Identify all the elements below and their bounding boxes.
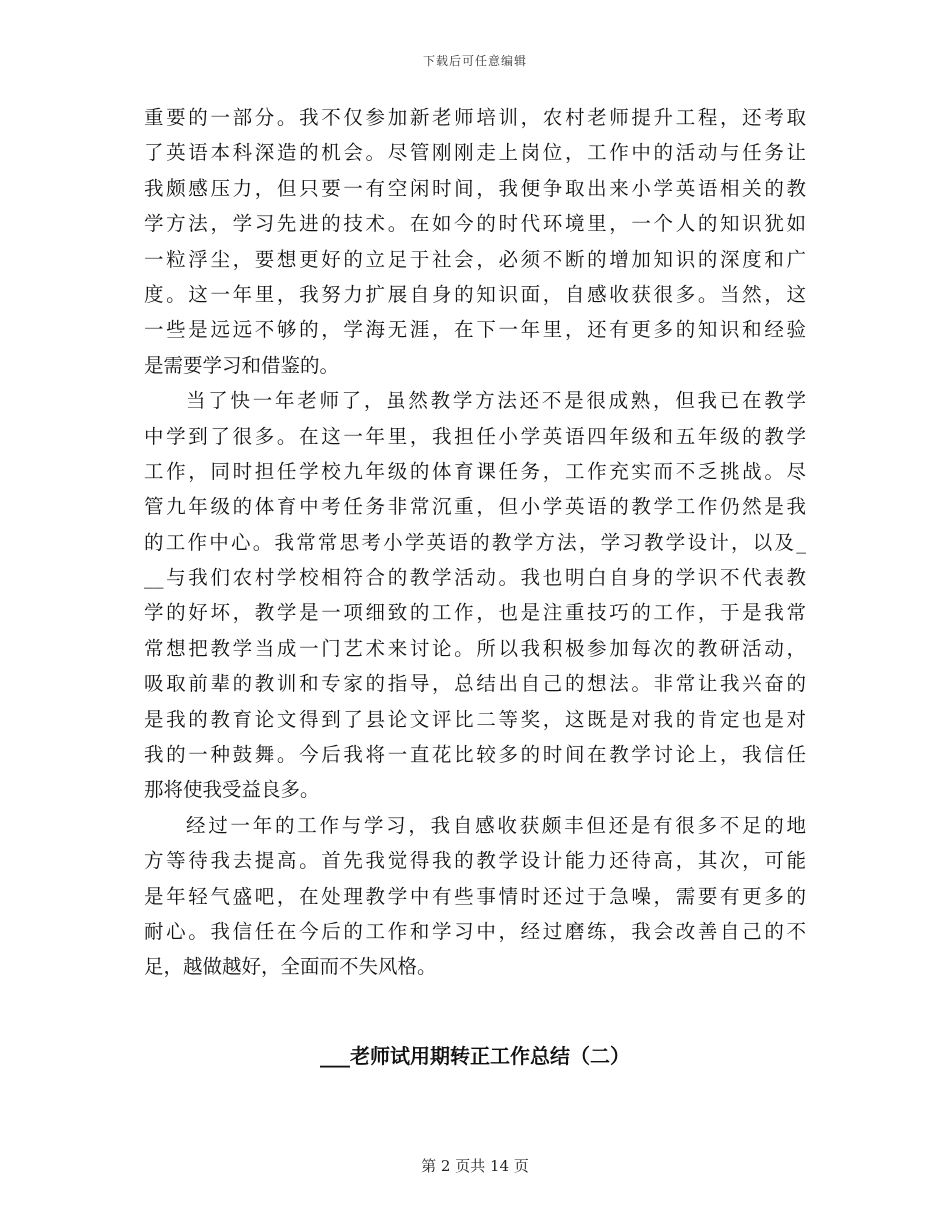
- paragraph-line: 经过一年的工作与学习，我自感收获颇丰但还是有很多不足的地: [186, 813, 806, 837]
- paragraph-line: 足，越做越好，全面而不失风格。: [144, 955, 437, 979]
- paragraph-3: [144, 808, 806, 985]
- paragraph-line: 是需要学习和借鉴的。: [144, 353, 340, 377]
- page-number-footer: 第 2 页共 14 页: [421, 1157, 529, 1175]
- paragraph-line: 学方法，学习先进的技术。在如今的时代环境里，一个人的知识犹如: [144, 212, 806, 236]
- document-body: [144, 100, 806, 985]
- paragraph-line: 重要的一部分。我不仅参加新老师培训，农村老师提升工程，还考取: [144, 106, 806, 129]
- paragraph-line: 了英语本科深造的机会。尽管刚刚走上岗位，工作中的活动与任务让: [144, 141, 806, 165]
- paragraph-line: 管九年级的体育中考任务非常沉重，但小学英语的教学工作仍然是我: [144, 495, 806, 519]
- page-header-note: 下载后可任意编辑: [422, 54, 527, 68]
- paragraph-line: 一粒浮尘，要想更好的立足于社会，必须不断的增加知识的深度和广: [144, 247, 806, 271]
- paragraph-line: 是我的教育论文得到了县论文评比二等奖，这既是对我的肯定也是对: [144, 707, 806, 731]
- paragraph-line: 一些是远远不够的，学海无涯，在下一年里，还有更多的知识和经验: [144, 318, 806, 342]
- paragraph-line: 学的好坏，教学是一项细致的工作，也是注重技巧的工作，于是我常: [144, 601, 806, 625]
- paragraph-line: 度。这一年里，我努力扩展自身的知识面，自感收获很多。当然，这: [144, 282, 806, 306]
- paragraph-line: 中学到了很多。在这一年里，我担任小学英语四年级和五年级的教学: [144, 424, 806, 448]
- paragraph-line: __与我们农村学校相符合的教学活动。我也明白自身的学识不代表教: [144, 566, 806, 590]
- paragraph-1: [144, 100, 806, 383]
- paragraph-line: 我颇感压力，但只要一有空闲时间，我便争取出来小学英语相关的教: [144, 176, 806, 200]
- paragraph-line: 那将使我受益良多。: [144, 778, 320, 802]
- paragraph-line: 的工作中心。我常常思考小学英语的教学方法，学习教学设计，以及_: [144, 530, 806, 554]
- paragraph-line: 吸取前辈的教训和专家的指导，总结出自己的想法。非常让我兴奋的: [144, 672, 806, 696]
- paragraph-2: [144, 383, 806, 808]
- paragraph-line: 工作，同时担任学校九年级的体育课任务，工作充实而不乏挑战。尽: [144, 459, 806, 483]
- section-title: ___老师试用期转正工作总结（二）: [320, 1044, 630, 1068]
- paragraph-line: 是年轻气盛吧，在处理教学中有些事情时还过于急噪，需要有更多的: [144, 884, 806, 908]
- paragraph-line: 我的一种鼓舞。今后我将一直花比较多的时间在教学讨论上，我信任: [144, 743, 806, 767]
- paragraph-line: 常想把教学当成一门艺术来讨论。所以我积极参加每次的教研活动，: [144, 636, 806, 660]
- paragraph-line: 当了快一年老师了，虽然教学方法还不是很成熟，但我已在教学: [186, 389, 806, 413]
- paragraph-line: 耐心。我信任在今后的工作和学习中，经过磨练，我会改善自己的不: [144, 919, 806, 943]
- paragraph-line: 方等待我去提高。首先我觉得我的教学设计能力还待高，其次，可能: [144, 849, 806, 873]
